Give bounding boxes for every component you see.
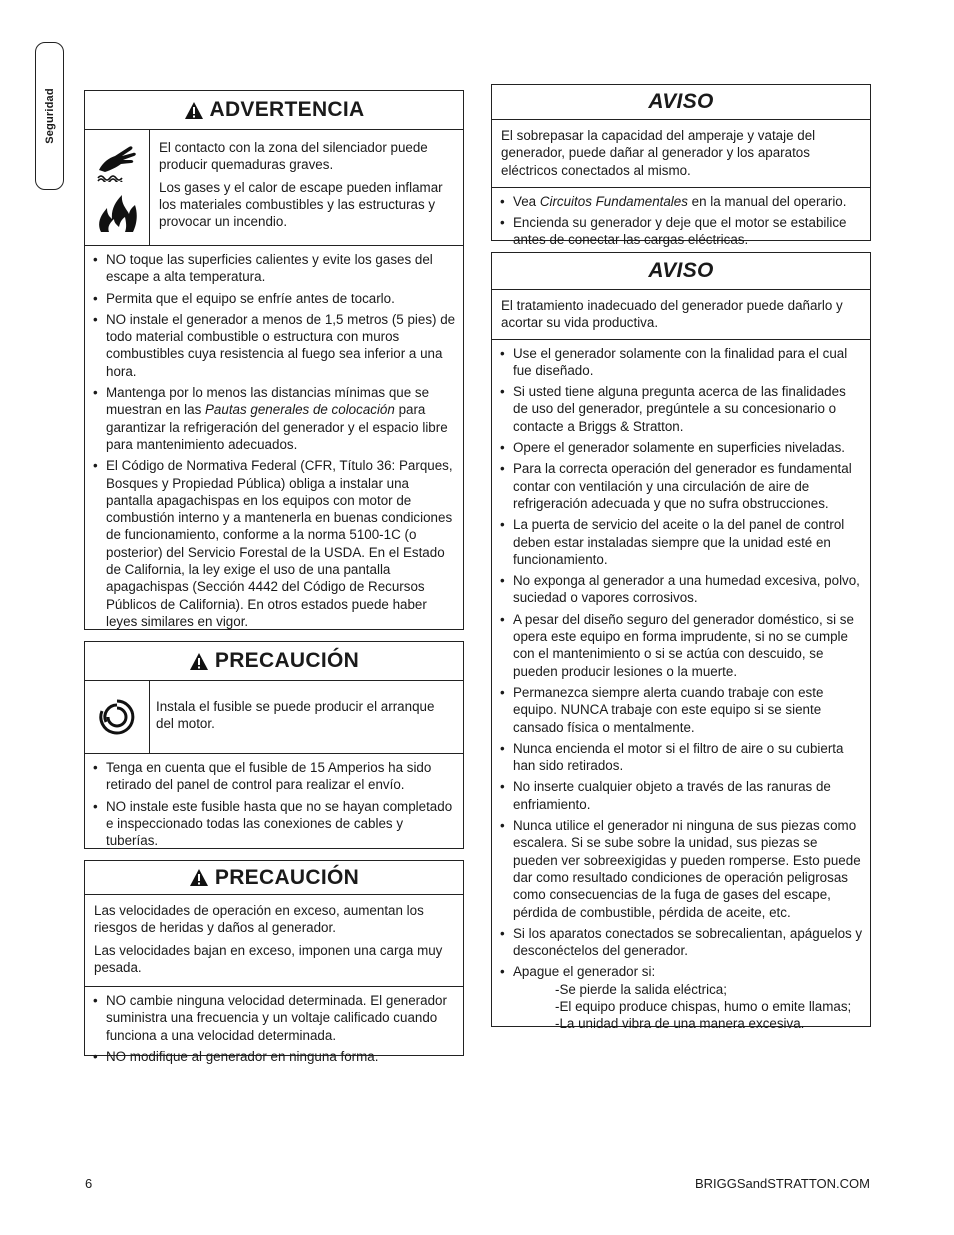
precaucion-fuse-icon-cell [85,681,150,753]
list-item: • NO toque las superficies calientes y evite los gases del escape a alta temperatura. [93,251,457,286]
advertencia-icon-cell [85,130,150,245]
precaucion-fuse-bullet-list [85,754,463,857]
shutdown-condition-2: -El equipo produce chispas, humo o emite llamas; [555,998,852,1014]
aviso-treatment-bullet-list [492,340,870,1037]
precaucion-speed-title: PRECAUCIÓN [214,865,360,889]
advertencia-header [85,91,463,130]
precaucion-fuse-hazard-text-1: Instala el fusible se puede producir el arranque del motor. [156,699,435,732]
aviso-overload-text: El sobrepasar la capacidad del amperaje y vataje del generador, puede dañar al generador y los aparatos eléctricos conectados al mismo. [501,128,816,178]
precaucion-speed-description [85,895,463,987]
list-item: • Si usted tiene alguna pregunta acerca de las finalidades de uso del generador, pregúntele a su concesionario o contacte a Briggs & Stratton. [500,383,864,435]
list-item: • NO modifique al generador en ninguna forma. [93,1048,457,1065]
warning-triangle-icon [184,101,204,120]
list-item: • NO cambie ninguna velocidad determinada. El generador suministra una frecuencia y un voltaje calificado cuando funciona a una velocidad determinada. [93,992,457,1044]
advertencia-bullet-list [85,246,463,638]
aviso-overload-description [492,120,870,188]
aviso-treatment-title: AVISO [648,259,714,282]
list-item-text: en la manual del operario. [687,193,847,209]
aviso-treatment-text: El tratamiento inadecuado del generador puede dañarlo y acortar su vida productiva. [501,298,843,331]
list-item-text: Apague el generador si: [513,964,656,980]
hot-surface-hand-icon [95,142,139,182]
list-item: • El Código de Normativa Federal (CFR, Título 36: Parques, Bosques y Propiedad Pública) obliga a instalar una pantalla apagachispas en los equipos con motor de combustión interno y a mantenerla en buenas condiciones de funcionamiento, conforme a la norma 5100-1C (o posterior) del Servicio Forestal de la USDA. En el Estado de California, la ley exige el uso de una pantalla apagachispas (Sección 4442 del Código de Recursos Públicos de California). En otros estados puede haber leyes similares en vigor. [93,457,457,630]
advertencia-hazard-text-1: El contacto con la zona del silenciador puede producir quemaduras graves. [159,140,428,173]
warning-triangle-icon [189,652,209,671]
list-item-text: Vea [513,193,540,209]
list-item: • Use el generador solamente con la finalidad para el cual fue diseñado. [500,345,864,380]
list-item: • Permanezca siempre alerta cuando trabaje con este equipo. NUNCA trabaje con este equipo si se siente cansado física o mentalmente. [500,684,864,736]
list-item: • NO instale este fusible hasta que no se hayan completado e inspeccionado todas las conexiones de cables y tuberías. [93,798,457,850]
precaucion-fuse-box [84,641,464,849]
aviso-treatment-box [491,252,871,1032]
aviso-treatment-description [492,290,870,340]
fundamental-circuits-reference: Circuitos Fundamentales [539,193,688,209]
section-side-tab [35,42,64,190]
precaucion-speed-bullet-list [85,987,463,1073]
automatic-start-icon [95,695,139,739]
advertencia-title: ADVERTENCIA [209,98,365,121]
advertencia-box [84,90,464,630]
fire-flame-icon [95,192,139,234]
precaucion-speed-box [84,860,464,1065]
list-item: • Tenga en cuenta que el fusible de 15 Amperios ha sido retirado del panel de control para realizar el envío. [93,759,457,794]
list-item: • NO instale el generador a menos de 1,5 metros (5 pies) de todo material combustible o estructura con muros combustibles cuya resistencia al fuego sea inferior a una hora. [93,311,457,380]
list-item-text: Mantenga por lo menos las distancias mínimas que se muestran en las [106,385,430,418]
list-item: • Permita que el equipo se enfríe antes de tocarlo. [93,290,457,307]
aviso-overload-box [491,84,871,248]
aviso-overload-bullet-list [492,188,870,257]
advertencia-hazard-row [85,130,463,246]
shutdown-condition-1: -Se pierde la salida eléctrica; [555,981,727,997]
aviso-treatment-header [492,253,870,290]
precaucion-fuse-hazard-text [150,681,463,753]
placement-guidelines-reference: Pautas generales de colocación [205,402,395,418]
precaucion-fuse-header [85,642,463,681]
footer-website: BRIGGSandSTRATTON.COM [694,1176,870,1191]
list-item: • Encienda su generador y deje que el motor se estabilice antes de conectar las cargas eléctricas. [500,214,864,249]
shutdown-condition-3: -La unidad vibra de una manera excesiva. [555,1016,805,1032]
page-number: 6 [85,1176,93,1191]
list-item: • Nunca utilice el generador ni ninguna de sus piezas como escalera. Si se sube sobre la unidad, sus piezas se pueden ver sobreexigidas y pueden romperse. Esto puede dar como resultado condiciones de operación peligrosas como consecuencias de la fuga de gases del escape, pérdida de combustible, pérdida de aceite, etc. [500,817,864,921]
list-item: • La puerta de servicio del aceite o la del panel de control deben estar instaladas siempre que la unidad esté en funcionamiento. [500,516,864,568]
list-item [500,193,864,210]
precaucion-speed-header [85,861,463,895]
list-item: • No inserte cualquier objeto a través de las ranuras de enfriamiento. [500,778,864,813]
precaucion-speed-text-2: Las velocidades bajan en exceso, imponen una carga muy pesada. [94,942,443,975]
section-side-tab-label: Seguridad [43,88,56,144]
list-item [500,963,864,1032]
list-item: • Para la correcta operación del generador es fundamental contar con ventilación y una circulación de aire de refrigeración adecuada y que no sufra obstrucciones. [500,460,864,512]
aviso-overload-title: AVISO [648,90,714,113]
advertencia-hazard-text-2: Los gases y el calor de escape pueden inflamar los materiales combustibles y las estructuras y provocar un incendio. [159,179,443,230]
list-item: • Si los aparatos conectados se sobrecalientan, apáguelos y desconéctelos del generador. [500,925,864,960]
precaucion-fuse-hazard-row [85,681,463,754]
list-item: • No exponga al generador a una humedad excesiva, polvo, suciedad o vapores corrosivos. [500,572,864,607]
precaucion-speed-text-1: Las velocidades de operación en exceso, aumentan los riesgos de heridas y daños al generador. [94,903,424,936]
list-item-text: para garantizar la refrigeración del generador y el espacio libre para mantenimiento adecuados. [106,402,448,452]
aviso-overload-header [492,85,870,120]
warning-triangle-icon [189,868,209,887]
list-item: • Nunca encienda el motor si el filtro de aire o su cubierta han sido retirados. [500,740,864,775]
list-item [93,384,457,453]
advertencia-hazard-text [150,130,463,245]
list-item: • Opere el generador solamente en superficies niveladas. [500,439,864,456]
precaucion-fuse-title: PRECAUCIÓN [214,649,360,672]
list-item: • A pesar del diseño seguro del generador doméstico, si se opera este equipo en forma imprudente, si no se cumple con el mantenimiento o si se actúa con descuido, se pueden producir lesiones o la muerte. [500,611,864,680]
